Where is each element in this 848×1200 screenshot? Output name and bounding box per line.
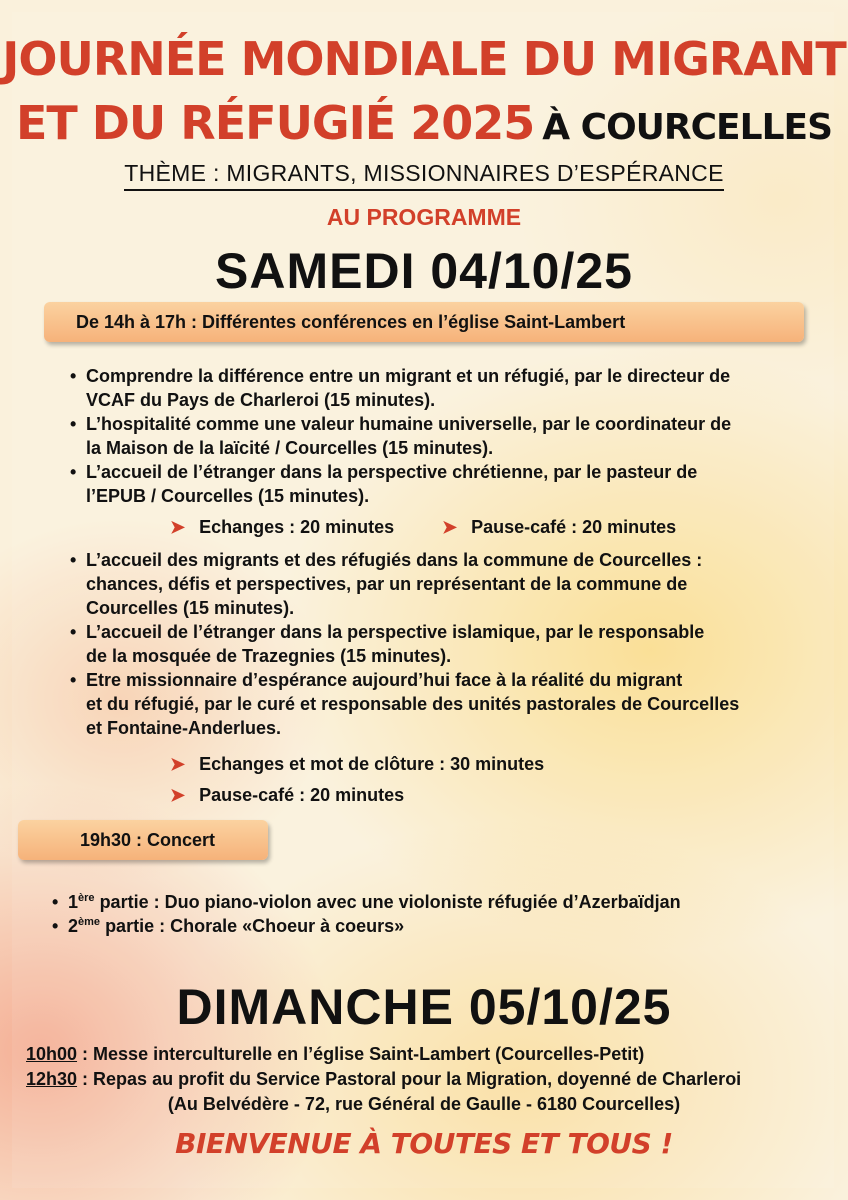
list-item: • Comprendre la différence entre un migrant et un réfugié, par le directeur de VCAF du Pays de Charleroi (15 minutes). <box>70 364 810 412</box>
title-line-2 <box>0 96 848 150</box>
meal-time: 12h30 <box>26 1069 78 1089</box>
arrow-right-icon: ➤ <box>170 785 186 805</box>
break-exchanges: ➤ Echanges : 20 minutes <box>170 517 395 537</box>
list-item: • L’hospitalité comme une valeur humaine universelle, par le coordinateur de la Maison de la laïcité / Courcelles (15 minutes). <box>70 412 810 460</box>
break-coffee-2: ➤ Pause-café : 20 minutes <box>170 785 405 805</box>
sunday-meal: 12h30 : Repas au profit du Service Pastoral pour la Migration, doyenné de Charleroi <box>26 1069 742 1089</box>
list-item: • Etre missionnaire d’espérance aujourd’hui face à la réalité du migrant et du réfugié, par le curé et responsable des unités pastorales de Courcelles et Fontaine-Anderlues. <box>70 668 815 740</box>
concert-band: 19h30 : Concert <box>18 820 268 860</box>
list-item: • L’accueil de l’étranger dans la perspective islamique, par le responsable de la mosquée de Trazegnies (15 minutes). <box>70 620 815 668</box>
theme-line <box>0 160 848 187</box>
list-item: • 2ème partie : Chorale «Choeur à coeurs» <box>52 914 812 938</box>
arrow-right-icon: ➤ <box>170 754 186 774</box>
list-item: • 1ère partie : Duo piano-violon avec une violoniste réfugiée d’Azerbaïdjan <box>52 890 812 914</box>
conference-list-1 <box>70 364 810 508</box>
theme-text: THÈME : MIGRANTS, MISSIONNAIRES D’ESPÉRANCE <box>124 160 723 191</box>
mass-time: 10h00 <box>26 1044 78 1064</box>
sunday-mass: 10h00 : Messe interculturelle en l’église Saint-Lambert (Courcelles-Petit) <box>26 1044 645 1064</box>
sunday-date: DIMANCHE 05/10/25 <box>176 979 672 1035</box>
break-coffee: ➤ Pause-café : 20 minutes <box>442 517 677 537</box>
saturday-date: SAMEDI 04/10/25 <box>215 243 633 299</box>
conferences-band: De 14h à 17h : Différentes conférences en l’église Saint-Lambert <box>44 302 804 342</box>
break-closing: ➤ Echanges et mot de clôture : 30 minutes <box>170 754 545 774</box>
conference-list-2 <box>70 548 815 740</box>
title-location: À COURCELLES <box>542 107 833 148</box>
arrow-right-icon: ➤ <box>442 517 458 537</box>
title-line-1: JOURNÉE MONDIALE DU MIGRANT <box>2 32 846 86</box>
concert-list <box>52 890 812 938</box>
sunday-address: (Au Belvédère - 72, rue Général de Gaulle - 6180 Courcelles) <box>167 1094 681 1114</box>
list-item: • L’accueil des migrants et des réfugiés dans la commune de Courcelles : chances, défis et perspectives, par un représentant de la commune de Courcelles (15 minutes). <box>70 548 815 620</box>
welcome-message: BIENVENUE À TOUTES ET TOUS ! <box>175 1127 673 1160</box>
programme-heading: AU PROGRAMME <box>326 204 522 230</box>
title-year: ET DU RÉFUGIÉ 2025 <box>15 96 535 150</box>
list-item: • L’accueil de l’étranger dans la perspective chrétienne, par le pasteur de l’EPUB / Courcelles (15 minutes). <box>70 460 810 508</box>
arrow-right-icon: ➤ <box>170 517 186 537</box>
